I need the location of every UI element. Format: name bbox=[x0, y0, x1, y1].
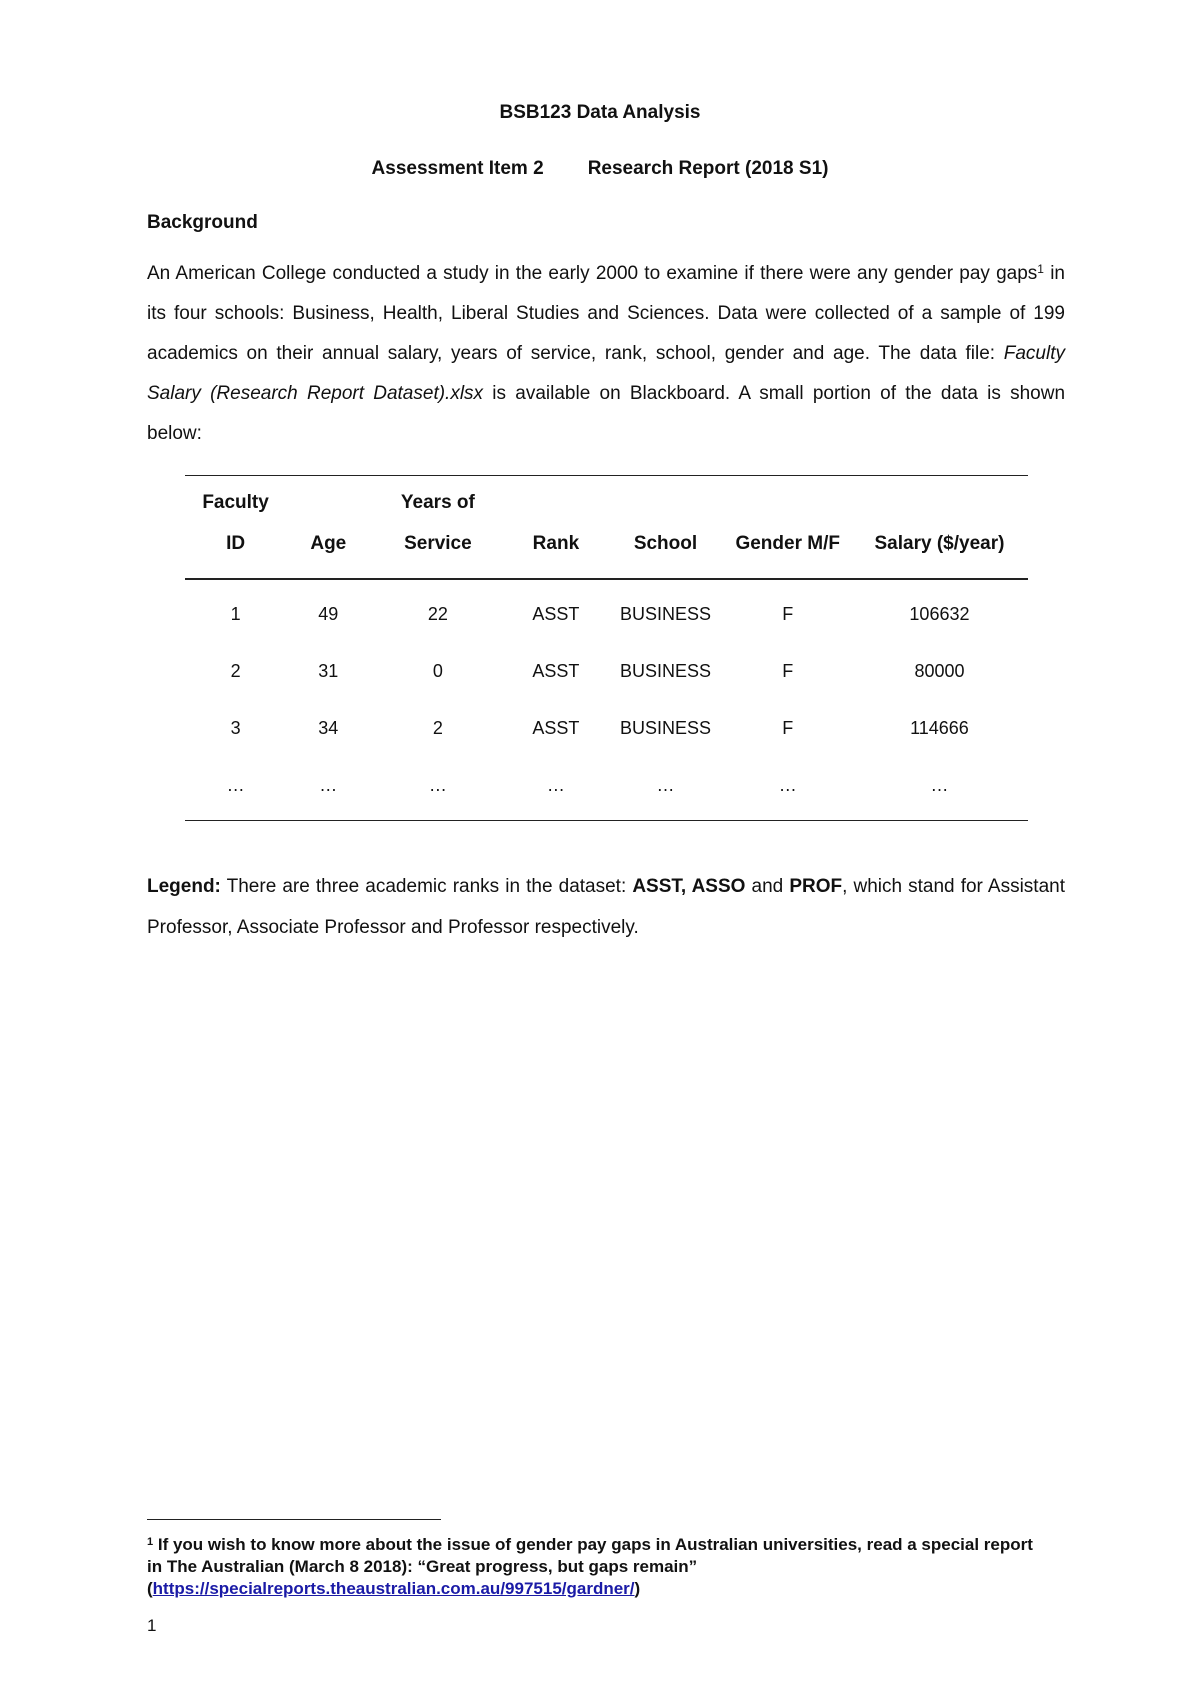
table-cell: F bbox=[782, 661, 794, 681]
legend-text: There are three academic ranks in the dataset: bbox=[220, 876, 633, 897]
table-cell: 22 bbox=[427, 604, 448, 624]
legend-separator: , bbox=[680, 876, 692, 897]
table-cell: F bbox=[782, 604, 794, 624]
table-cell: … bbox=[319, 775, 338, 795]
table-cell: 2 bbox=[432, 718, 443, 738]
legend-text: , which stand for Assistant Professor, Associate Professor and Professor respectively. bbox=[147, 876, 1066, 938]
table-cell: ASST bbox=[532, 661, 580, 681]
table-cell: 114666 bbox=[910, 718, 969, 738]
table-cell: 2 bbox=[230, 661, 241, 681]
footnote-separator bbox=[147, 1519, 441, 1520]
faculty-data-table bbox=[185, 475, 1028, 821]
table-cell: 1 bbox=[230, 604, 241, 624]
footnote-text: ) bbox=[634, 1579, 641, 1598]
table-cell: 106632 bbox=[909, 604, 970, 624]
legend-paragraph bbox=[147, 866, 1065, 948]
rank-asst: ASST bbox=[632, 876, 681, 897]
data-file-name: Faculty Salary (Research Report Dataset).xlsx bbox=[147, 343, 1065, 404]
table-cell: 3 bbox=[230, 718, 241, 738]
paragraph-text: An American College conducted a study in the early 2000 to examine if there were any gender pay gaps bbox=[147, 263, 1038, 284]
table-cell: … bbox=[778, 775, 797, 795]
table-cell: … bbox=[656, 775, 675, 795]
legend-label: Legend: bbox=[147, 876, 221, 897]
table-cell: … bbox=[226, 775, 245, 795]
table-cell: 49 bbox=[318, 604, 339, 624]
page-number: 1 bbox=[147, 1616, 157, 1635]
table-row bbox=[185, 700, 1028, 757]
table-cell: ASST bbox=[532, 718, 580, 738]
assessment-item-label: Assessment Item 2 bbox=[371, 158, 544, 179]
research-report-label: Research Report (2018 S1) bbox=[587, 158, 829, 179]
paragraph-text: in its four schools: Business, Health, Liberal Studies and Sciences. Data were collected of a sample of 199 academics on their annual salary, years of service, rank, school, gender and age. The data file: bbox=[147, 263, 1065, 364]
column-header: Gender M/F bbox=[725, 476, 851, 580]
table-cell: 80000 bbox=[914, 661, 965, 681]
table-cell: … bbox=[428, 775, 447, 795]
footnote-reference: 1 bbox=[1037, 262, 1044, 276]
table-row bbox=[185, 643, 1028, 700]
table-cell: 31 bbox=[318, 661, 339, 681]
table-cell: BUSINESS bbox=[619, 604, 711, 624]
table-header-row bbox=[185, 476, 1028, 580]
column-header: Age bbox=[286, 476, 370, 580]
document-title: BSB123 Data Analysis bbox=[499, 102, 701, 123]
paragraph-text: is available on Blackboard. A small portion of the data is shown below: bbox=[147, 383, 1066, 444]
table-cell: … bbox=[546, 775, 565, 795]
column-header: Faculty ID bbox=[185, 476, 286, 580]
footnote-link[interactable]: https://specialreports.theaustralian.com.au/997515/gardner/ bbox=[152, 1579, 635, 1598]
footnote bbox=[147, 1534, 1047, 1600]
table-row bbox=[185, 757, 1028, 821]
table-cell: 0 bbox=[432, 661, 443, 681]
table-cell: BUSINESS bbox=[619, 718, 711, 738]
table-cell: F bbox=[782, 718, 794, 738]
rank-asso: ASSO bbox=[691, 876, 746, 897]
document-subtitle bbox=[0, 158, 1200, 180]
rank-prof: PROF bbox=[789, 876, 843, 897]
table-cell: 34 bbox=[318, 718, 339, 738]
table-cell: … bbox=[930, 775, 949, 795]
column-header: Salary ($/year) bbox=[851, 476, 1028, 580]
footnote-number: 1 bbox=[147, 1536, 154, 1548]
column-header: Years of Service bbox=[370, 476, 505, 580]
background-paragraph bbox=[147, 254, 1065, 454]
data-table-container bbox=[185, 475, 1028, 821]
footnote-text: If you wish to know more about the issue of gender pay gaps in Australian universities, read a special report in The Australian (March 8 2018): “Great progress, but gaps remain” ( bbox=[147, 1535, 1033, 1598]
table-cell: BUSINESS bbox=[619, 661, 711, 681]
legend-separator: and bbox=[745, 876, 790, 897]
table-row bbox=[185, 579, 1028, 643]
column-header: Rank bbox=[505, 476, 606, 580]
table-cell: ASST bbox=[532, 604, 580, 624]
section-heading: Background bbox=[147, 212, 258, 233]
column-header: School bbox=[606, 476, 724, 580]
